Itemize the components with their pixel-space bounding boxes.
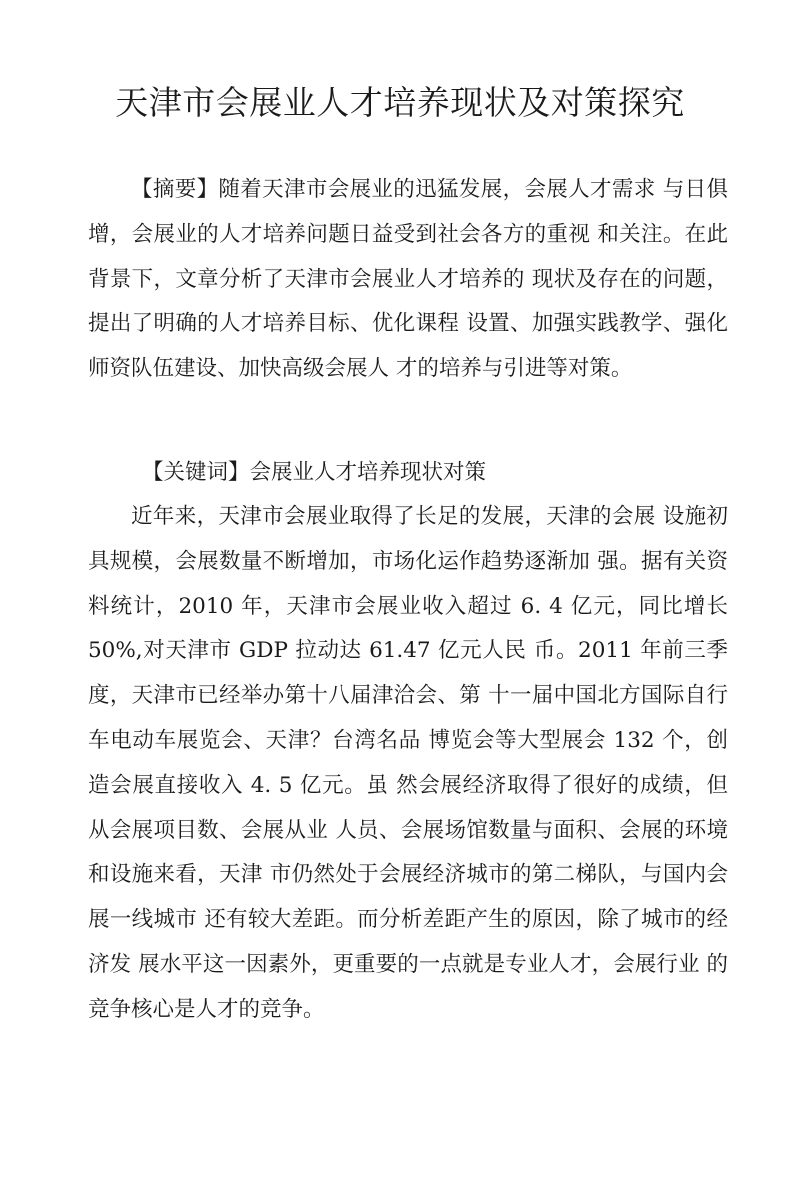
keywords-line: 【关键词】会展业人才培养现状对策 [142, 460, 487, 485]
body-paragraph: 近年来，天津市会展业取得了长足的发展，天津的会展 设施初具规模，会展数量不断增加，市场化运作趋势逐渐加 强。据有关资料统计，2010 年，天津市会展业收入超过 6. 4 亿元，同比增长 50%,对天津市 GDP 拉动达 61.47 亿元人民 币。2011 年前三季度，天津市已经举办第十八届津洽会、第 十一届中国北方国际自行车电动车展览会、天津？台湾名品 博览会等大型展会 132 个，创造会展直接收入 4. 5 亿元。虽 然会展经济取得了很好的成绩，但从会展项目数、会展从业 人员、会展场馆数量与面积、会展的环境和设施来看，天津 市仍然处于会展经济城市的第二梯队，与国内会展一线城市 还有较大差距。而分析差距产生的原因，除了城市的经济发 展水平这一因素外，更重要的一点就是专业人才，会展行业 的竞争核心是人才的竞争。 [88, 504, 728, 1022]
abstract-paragraph: 【摘要】随着天津市会展业的迅猛发展，会展人才需求 与日俱增，会展业的人才培养问题日益受到社会各方的重视 和关注。在此背景下，文章分析了天津市会展业人才培养的 现状及存在的问题，提出了明确的人才培养目标、优化课程 设置、加强实践教学、强化师资队伍建设、加快高级会展人 才的培养与引进等对策。 [88, 177, 728, 382]
document-title: 天津市会展业人才培养现状及对策探究 [115, 83, 685, 122]
